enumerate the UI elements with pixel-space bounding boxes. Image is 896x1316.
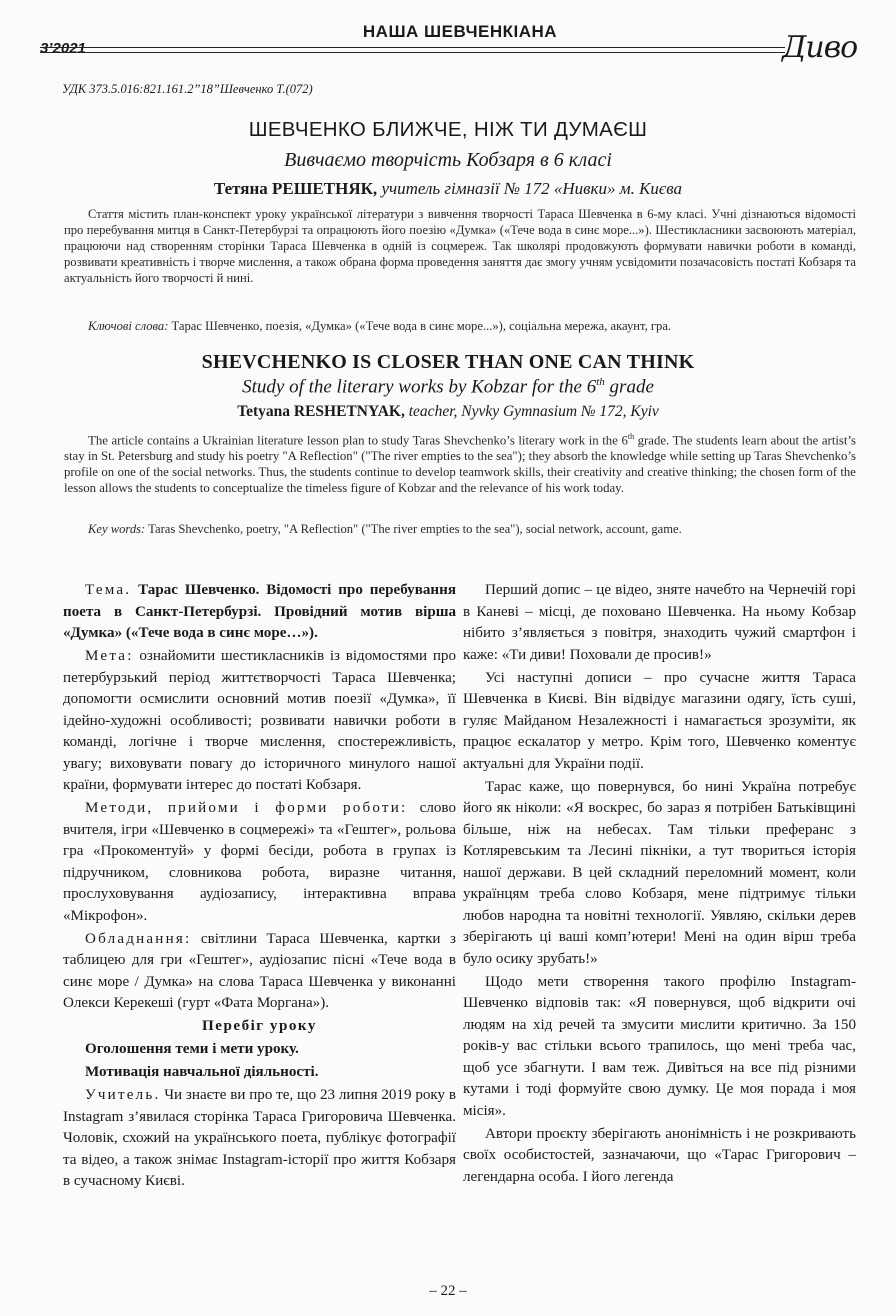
author-name-ua: Тетяна РЕШЕТНЯК, xyxy=(213,179,378,198)
article-title-en: SHEVCHENKO IS CLOSER THAN ONE CAN THINK xyxy=(201,351,695,373)
keywords-label-ua: Ключові слова: xyxy=(88,319,169,333)
keywords-text-en: Taras Shevchenko, poetry, "A Reflection" ("The river empties to the sea"), social network, account, game. xyxy=(145,522,682,536)
article-subtitle-en xyxy=(40,376,856,398)
equipment-paragraph xyxy=(63,929,456,1015)
article-title-ua: ШЕВЧЕНКО БЛИЖЧЕ, НІЖ ТИ ДУМАЄШ xyxy=(248,118,648,141)
abstract-en-sup: th xyxy=(627,432,635,441)
goal-text: ознайомити шестикласників із відомостями про петербурзький період життєтворчості Тараса Шевченка; допомогти осмислити основний мотив поезії «Думка», її ідейно-художні особливості; розвивати навички роботи в команді, логічне і творче мислення, спостережливість, увагу; виховувати повагу до історичного минулого нашої країни, формувати інтерес до постаті Кобзаря. xyxy=(63,648,456,793)
author-position-ua: учитель гімназії № 172 «Нивки» м. Києва xyxy=(381,179,683,198)
equipment-text: світлини Тараса Шевченка, картки з таблицею для гри «Гештег», аудіозапис пісні «Тече вода в синє море / Думка» на слова Тараса Шевченка у виконанні Олекси Керекеші (гурт «Фата Моргана»). xyxy=(63,930,456,1011)
article-subtitle-ua: Вивчаємо творчість Кобзаря в 6 класі xyxy=(284,149,612,171)
lesson-step-1: Оголошення теми і мети уроку. xyxy=(85,1041,299,1057)
author-position-en: teacher, Nyvky Gymnasium № 172, Kyiv xyxy=(404,403,659,420)
teacher-label: Учитель. xyxy=(85,1087,161,1103)
subtitle-en-sup: th xyxy=(596,376,605,388)
subtitle-en-main: Study of the literary works by Kobzar for the 6 xyxy=(242,376,597,398)
goal-paragraph xyxy=(63,646,456,797)
author-ua xyxy=(40,179,856,199)
methods-text: слово вчителя, ігри «Шевченко в соцмережі» та «Гештег», рольова гра «Прокоментуй» у формі бесіди, робота в групах із підручником, словникова робота, виразне читання, прослуховування аудіозапису, інтерактивна вправа «Мікрофон». xyxy=(63,800,456,924)
header-rule xyxy=(40,47,785,48)
right-paragraph-5: Автори проєкту зберігають анонімність і не розкривають своїх особистостей, зазначаючи, що «Тарас Григорович – легендарна особа. І його легенда xyxy=(463,1125,856,1185)
methods-paragraph xyxy=(63,798,456,927)
topic-paragraph xyxy=(63,580,456,645)
udk-code: УДК 373.5.016:821.161.2”18”Шевченко Т.(072) xyxy=(62,82,313,96)
goal-label: Мета: xyxy=(85,648,134,664)
equipment-label: Обладнання: xyxy=(85,930,192,947)
abstract-ua: Стаття містить план-конспект уроку української літератури з вивчення творчості Тараса Шевченка в 6-му класі. Учні дізнаються відомості про перебування митця в Санкт-Петербурзі та опрацюють його поезію «Думка» («Тече вода в синє море...»). Шестикласники засвоюють матеріал, працюючи над створенням сторінки Тараса Шевченка в одній із соцмереж. Так школярі продовжують формувати навички роботи в команді, розвивати креативність і творче мислення, а також обрана форма проведення заняття дає змогу учням усвідомити позачасовість постаті Кобзаря та актуальність його творчості й нині. xyxy=(64,207,856,285)
right-paragraph-3: Тарас каже, що повернувся, бо нині Україна потребує його як ніколи: «Я воскрес, бо зараз я потрібен Батьківщині більше, ніж на небесах. Там тільки преферанс з Котляревським та Лесині пікніки, а тут твориться історія нашої держави. В цей складний переломний момент, коли українцям треба слово Кобзаря, мене підтримує тільки любов народна та новітні технології. Уявляю, скільки дерев зберігають ці ваші комп’ютери! Мені на один вірш треба було осику зрубать!» xyxy=(463,778,856,967)
keywords-label-en: Key words: xyxy=(88,522,146,536)
left-column xyxy=(63,580,456,1194)
topic-text: Тарас Шевченко. Відомості про перебування поета в Санкт-Петербурзі. Провідний мотив вірша «Думка» («Тече вода в синє море…»). xyxy=(63,582,456,641)
keywords-ua xyxy=(64,318,856,334)
abstract-en-part1: The article contains a Ukrainian literature lesson plan to study Taras Shevchenko’s literary work in the 6 xyxy=(88,433,628,448)
author-name-en: Tetyana RESHETNYAK, xyxy=(237,403,405,420)
issue-number: 3’2021 xyxy=(40,40,86,57)
right-paragraph-4: Щодо мети створення такого профілю Instagram-Шевченко відповів так: «Я повернувся, щоб відкрити очі людям на хід речей та змусити мислити критично. За 150 років-у вас стільки всього трапилось, що мені треба час, щоб усе збагнути. І вам теж. Дивіться на все під різними кутами і тоді формуйте свою думку. Це моя порада і моя місія». xyxy=(463,973,856,1119)
teacher-text: Чи знаєте ви про те, що 23 липня 2019 року в Instagram з’явилася сторінка Тараса Григоровича Шевченка. Чоловік, схожий на українського поета, публікує фотографії та відео, а також знімає Instagram-історії про життя Кобзаря в сучасному Києві. xyxy=(63,1087,456,1189)
page-number: – 22 – xyxy=(429,1283,467,1299)
journal-logo: Дивo xyxy=(782,30,858,65)
abstract-en-part2: grade. The students learn about the artist’s stay in St. Petersburg and study his poetry "A Reflection" ("The river empties to the sea"); they absorb the knowledge while setting up Taras Shevchenko’s profile on one of the social networks. Thus, the students continue to develop teamwork skills, their creativity and creative thinking; the chosen form of the lesson allows the students to conceptualize the timeless figure of Kobzar and the relevance of his work today. xyxy=(64,433,856,495)
subtitle-en-end: grade xyxy=(604,376,654,398)
lesson-step-2: Мотивація навчальної діяльності. xyxy=(85,1064,319,1080)
header-rule-thin xyxy=(40,52,785,53)
methods-label: Методи, прийоми і форми роботи: xyxy=(85,800,408,816)
right-paragraph-1: Перший допис – це відео, зняте начебто на Чернечій горі в Каневі – місці, де поховано Шевченка. На ньому Кобзар нібито з’являється з повітря, знаходить чужий смартфон і каже: «Ти диви! Поховали де просив!» xyxy=(463,582,856,663)
topic-label: Тема. xyxy=(85,582,132,598)
right-paragraph-2: Усі наступні дописи – про сучасне життя Тараса Шевченка в Києві. Він відвідує магазини одягу, їсть суші, гуляє Майданом Незалежності і намагається зрозуміти, як працює ескалатор у метро. Крім того, Шевченко коментує актуальні для України події. xyxy=(463,669,856,772)
right-column xyxy=(463,580,856,1190)
abstract-en xyxy=(64,429,856,496)
keywords-text-ua: Тарас Шевченко, поезія, «Думка» («Тече вода в синє море...»), соціальна мережа, акаунт, гра. xyxy=(168,319,672,333)
teacher-paragraph xyxy=(63,1085,456,1193)
section-title: НАША ШЕВЧЕНКІАНА xyxy=(362,22,558,41)
keywords-en xyxy=(64,521,856,537)
author-en xyxy=(40,403,856,421)
lesson-course-heading: Перебіг уроку xyxy=(202,1018,317,1034)
